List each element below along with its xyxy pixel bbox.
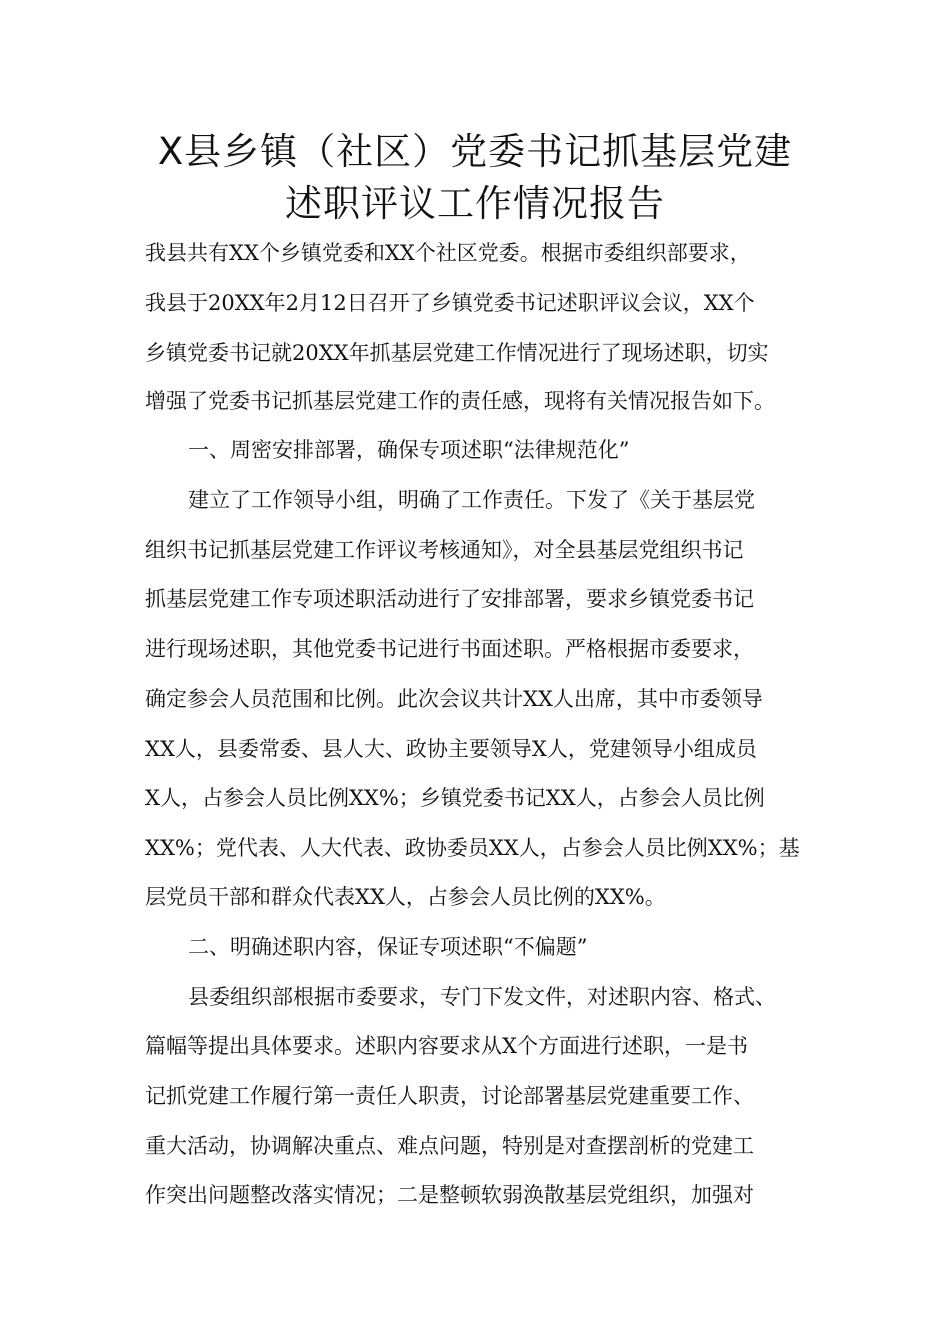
paragraph-line: 乡镇党委书记就20XX年抓基层党建工作情况进行了现场述职，切实	[145, 341, 769, 365]
paragraph-line: 县委组织部根据市委要求，专门下发文件，对述职内容、格式、	[188, 985, 776, 1009]
paragraph-line: XX%；党代表、人大代表、政协委员XX人，占参会人员比例XX%；基	[145, 836, 800, 860]
document-title-line-1: X县乡镇（社区）党委书记抓基层党建	[157, 130, 793, 173]
paragraph-line: 抓基层党建工作专项述职活动进行了安排部署，要求乡镇党委书记	[145, 587, 754, 611]
paragraph-line: 建立了工作领导小组，明确了工作责任。下发了《关于基层党	[188, 488, 755, 512]
paragraph-line: 层党员干部和群众代表XX人，占参会人员比例的XX%。	[145, 885, 666, 909]
paragraph-line: 组织书记抓基层党建工作评议考核通知》，对全县基层党组织书记	[145, 538, 744, 562]
paragraph-line: 篇幅等提出具体要求。述职内容要求从X个方面进行述职，一是书	[145, 1034, 748, 1058]
paragraph-line: 我县共有XX个乡镇党委和XX个社区党委。根据市委组织部要求，	[145, 241, 751, 265]
paragraph-line: 我县于20XX年2月12日召开了乡镇党委书记述职评议会议，XX个	[145, 291, 755, 315]
paragraph-line: 确定参会人员范围和比例。此次会议共计XX人出席，其中市委领导	[145, 687, 763, 711]
paragraph-line: XX人，县委常委、县人大、政协主要领导X人，党建领导小组成员	[145, 737, 757, 761]
paragraph-line: 作突出问题整改落实情况；二是整顿软弱涣散基层党组织，加强对	[145, 1183, 754, 1207]
paragraph-line: 重大活动，协调解决重点、难点问题，特别是对查摆剖析的党建工	[145, 1134, 754, 1158]
section-heading-1: 一、周密安排部署，确保专项述职“法律规范化”	[188, 438, 630, 462]
paragraph-line: 记抓党建工作履行第一责任人职责，讨论部署基层党建重要工作、	[145, 1084, 754, 1108]
paragraph-line: 进行现场述职，其他党委书记进行书面述职。严格根据市委要求，	[145, 637, 754, 661]
paragraph-line: X人，占参会人员比例XX%；乡镇党委书记XX人，占参会人员比例	[145, 786, 765, 810]
document-title-line-2: 述职评议工作情况报告	[285, 182, 665, 225]
paragraph-line: 增强了党委书记抓基层党建工作的责任感，现将有关情况报告如下。	[145, 389, 775, 413]
section-heading-2: 二、明确述职内容，保证专项述职“不偏题”	[188, 935, 588, 959]
